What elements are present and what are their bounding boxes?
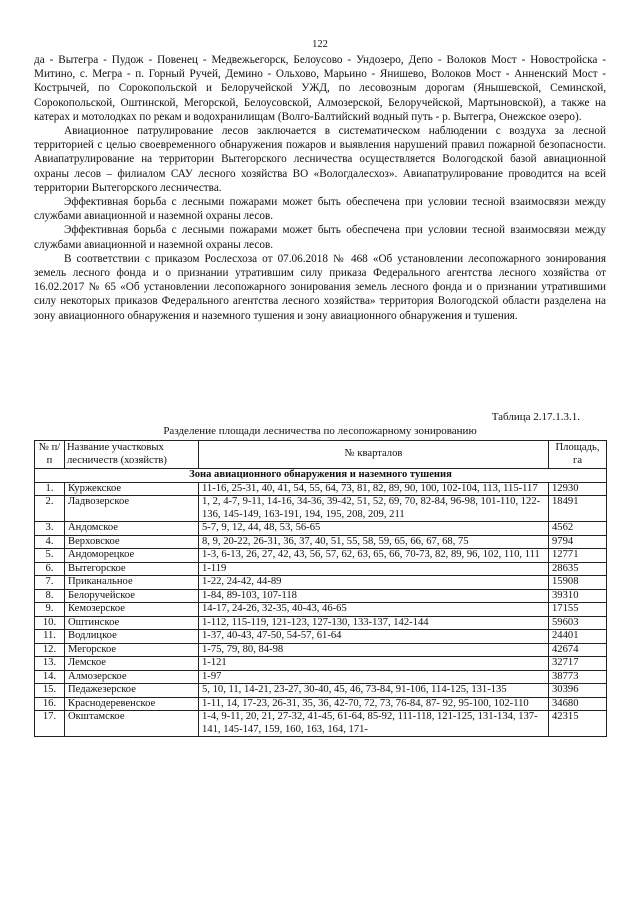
table-row: [35, 643, 607, 657]
cell-area: 39310: [549, 589, 607, 603]
paragraph: да - Вытегра - Пудож - Повенец - Медвежьегорск, Белоусово - Ундозеро, Депо - Волоков Мост - Новостройска - Митино, с. Мегра - п. Горный Ручей, Демино - Ольхово, Марьино - Янишево, Волоков Мост - Анненский Мост - Кострычей, по Сорокопольской и Белоручейской УЖД, по лесовозным дорогам (Янышевской, Семинской, Сорокопольской, Оштинской, Мегорской, Белоусовской, Алмозерской, Белоручейской, Мартыновской), а также на катерах и мотолодках по рекам и водохранилищам (Волго-Балтийский водный путь - р. Вытегра, Онежское озеро).: [34, 54, 606, 123]
cell-name: Оштинское: [65, 616, 199, 630]
table-row: [35, 482, 607, 496]
cell-num: 1.: [35, 482, 65, 496]
table-row: [35, 522, 607, 536]
body-text: [34, 53, 606, 323]
cell-name: Лемское: [65, 657, 199, 671]
cell-area: 34680: [549, 697, 607, 711]
table-row: [35, 630, 607, 644]
cell-area: 42315: [549, 711, 607, 737]
cell-name: Алмозерское: [65, 670, 199, 684]
cell-quarters: 1-75, 79, 80, 84-98: [199, 643, 549, 657]
cell-num: 13.: [35, 657, 65, 671]
cell-name: Кемозерское: [65, 603, 199, 617]
zoning-table: [34, 440, 607, 737]
cell-num: 3.: [35, 522, 65, 536]
cell-num: 2.: [35, 496, 65, 522]
table-row: [35, 711, 607, 737]
cell-name: Мегорское: [65, 643, 199, 657]
table-row: [35, 535, 607, 549]
cell-quarters: 1, 2, 4-7, 9-11, 14-16, 34-36, 39-42, 51, 52, 69, 70, 82-84, 96-98, 101-110, 122-136, 145-149, 163-191, 194, 195, 208, 209, 211: [199, 496, 549, 522]
table-header-row: [35, 441, 607, 469]
cell-area: 4562: [549, 522, 607, 536]
section-title: Зона авиационного обнаружения и наземного тушения: [35, 469, 607, 483]
cell-num: 16.: [35, 697, 65, 711]
cell-area: 12771: [549, 549, 607, 563]
cell-name: Белоручейское: [65, 589, 199, 603]
cell-quarters: 1-3, 6-13, 26, 27, 42, 43, 56, 57, 62, 63, 65, 66, 70-73, 82, 89, 96, 102, 110, 111: [199, 549, 549, 563]
cell-name: Краснодеревенское: [65, 697, 199, 711]
cell-name: Андомское: [65, 522, 199, 536]
cell-num: 11.: [35, 630, 65, 644]
cell-quarters: 1-22, 24-42, 44-89: [199, 576, 549, 590]
table-row: [35, 657, 607, 671]
cell-num: 5.: [35, 549, 65, 563]
cell-name: Вытегорское: [65, 562, 199, 576]
paragraph: Эффективная борьба с лесными пожарами может быть обеспечена при условии тесной взаимосвязи между службами авиационной и наземной охраны лесов.: [34, 224, 606, 251]
cell-area: 38773: [549, 670, 607, 684]
cell-quarters: 1-37, 40-43, 47-50, 54-57, 61-64: [199, 630, 549, 644]
table-row: [35, 697, 607, 711]
header-num: № п/п: [35, 441, 65, 469]
table-row: [35, 562, 607, 576]
cell-num: 10.: [35, 616, 65, 630]
paragraph: В соответствии с приказом Рослесхоза от 07.06.2018 № 468 «Об установлении лесопожарного зонирования земель лесного фонда и о признании утратившим силу приказа Федерального агентства лесного хозяйства от 16.02.2017 № 65 «Об установлении лесопожарного зонирования земель лесного фонда и о признании утратившими силу некоторых приказов Федерального агентства лесного хозяйства» территория Вологодской области разделена на зону авиационного обнаружения и наземного тушения и зону авиационного обнаружения и тушения.: [34, 252, 606, 322]
cell-area: 9794: [549, 535, 607, 549]
cell-name: Андоморецкое: [65, 549, 199, 563]
page-number: 122: [312, 39, 328, 50]
cell-name: Верховское: [65, 535, 199, 549]
cell-quarters: 5, 10, 11, 14-21, 23-27, 30-40, 45, 46, 73-84, 91-106, 114-125, 131-135: [199, 684, 549, 698]
table-row: [35, 496, 607, 522]
cell-area: 18491: [549, 496, 607, 522]
cell-num: 4.: [35, 535, 65, 549]
cell-num: 12.: [35, 643, 65, 657]
table-row: [35, 603, 607, 617]
header-name: Название участковых лесничеств (хозяйств): [65, 441, 199, 469]
cell-name: Ладвозерское: [65, 496, 199, 522]
cell-num: 7.: [35, 576, 65, 590]
header-quarters: № кварталов: [199, 441, 549, 469]
cell-area: 59603: [549, 616, 607, 630]
cell-quarters: 8, 9, 20-22, 26-31, 36, 37, 40, 51, 55, 58, 59, 65, 66, 67, 68, 75: [199, 535, 549, 549]
cell-num: 14.: [35, 670, 65, 684]
table-row: [35, 684, 607, 698]
cell-quarters: 14-17, 24-26, 32-35, 40-43, 46-65: [199, 603, 549, 617]
cell-num: 6.: [35, 562, 65, 576]
cell-area: 15908: [549, 576, 607, 590]
table-row: [35, 616, 607, 630]
cell-area: 17155: [549, 603, 607, 617]
header-area: Площадь, га: [549, 441, 607, 469]
cell-area: 12930: [549, 482, 607, 496]
table-row: [35, 670, 607, 684]
cell-quarters: 11-16, 25-31, 40, 41, 54, 55, 64, 73, 81, 82, 89, 90, 100, 102-104, 113, 115-117: [199, 482, 549, 496]
cell-area: 28635: [549, 562, 607, 576]
cell-num: 8.: [35, 589, 65, 603]
cell-name: Окштамское: [65, 711, 199, 737]
cell-num: 15.: [35, 684, 65, 698]
table-row: [35, 549, 607, 563]
table-row: [35, 589, 607, 603]
paragraph: Авиационное патрулирование лесов заключается в систематическом наблюдении с воздуха за лесной территорией с целью своевременного обнаружения пожаров и выявления нарушений правил пожарной безопасности. Авиапатрулирование на территории Вытегорского лесничества осуществляется Вологодской базой авиационной охраны лесов – филиалом САУ лесного хозяйства ВО «Вологдалесхоз». Авиапатрулирование проводится на всей территории Вытегорского лесничества.: [34, 125, 606, 194]
cell-quarters: 1-97: [199, 670, 549, 684]
table-number: Таблица 2.17.1.3.1.: [491, 411, 580, 423]
cell-quarters: 1-4, 9-11, 20, 21, 27-32, 41-45, 61-64, 85-92, 111-118, 121-125, 131-134, 137-141, 145-147, 159, 160, 163, 164, 171-: [199, 711, 549, 737]
cell-num: 17.: [35, 711, 65, 737]
cell-quarters: 1-121: [199, 657, 549, 671]
cell-quarters: 1-84, 89-103, 107-118: [199, 589, 549, 603]
cell-name: Приканальное: [65, 576, 199, 590]
cell-area: 32717: [549, 657, 607, 671]
cell-quarters: 1-11, 14, 17-23, 26-31, 35, 36, 42-70, 72, 73, 76-84, 87- 92, 95-100, 102-110: [199, 697, 549, 711]
cell-area: 24401: [549, 630, 607, 644]
cell-quarters: 5-7, 9, 12, 44, 48, 53, 56-65: [199, 522, 549, 536]
cell-name: Куржекское: [65, 482, 199, 496]
cell-quarters: 1-112, 115-119, 121-123, 127-130, 133-137, 142-144: [199, 616, 549, 630]
cell-name: Водлицкое: [65, 630, 199, 644]
cell-quarters: 1-119: [199, 562, 549, 576]
paragraph: Эффективная борьба с лесными пожарами может быть обеспечена при условии тесной взаимосвязи между службами авиационной и наземной охраны лесов.: [34, 196, 606, 223]
cell-num: 9.: [35, 603, 65, 617]
cell-area: 42674: [549, 643, 607, 657]
cell-area: 30396: [549, 684, 607, 698]
section-row: [35, 469, 607, 483]
table-row: [35, 576, 607, 590]
cell-name: Педажезерское: [65, 684, 199, 698]
table-caption: Разделение площади лесничества по лесопожарному зонированию: [163, 425, 477, 437]
